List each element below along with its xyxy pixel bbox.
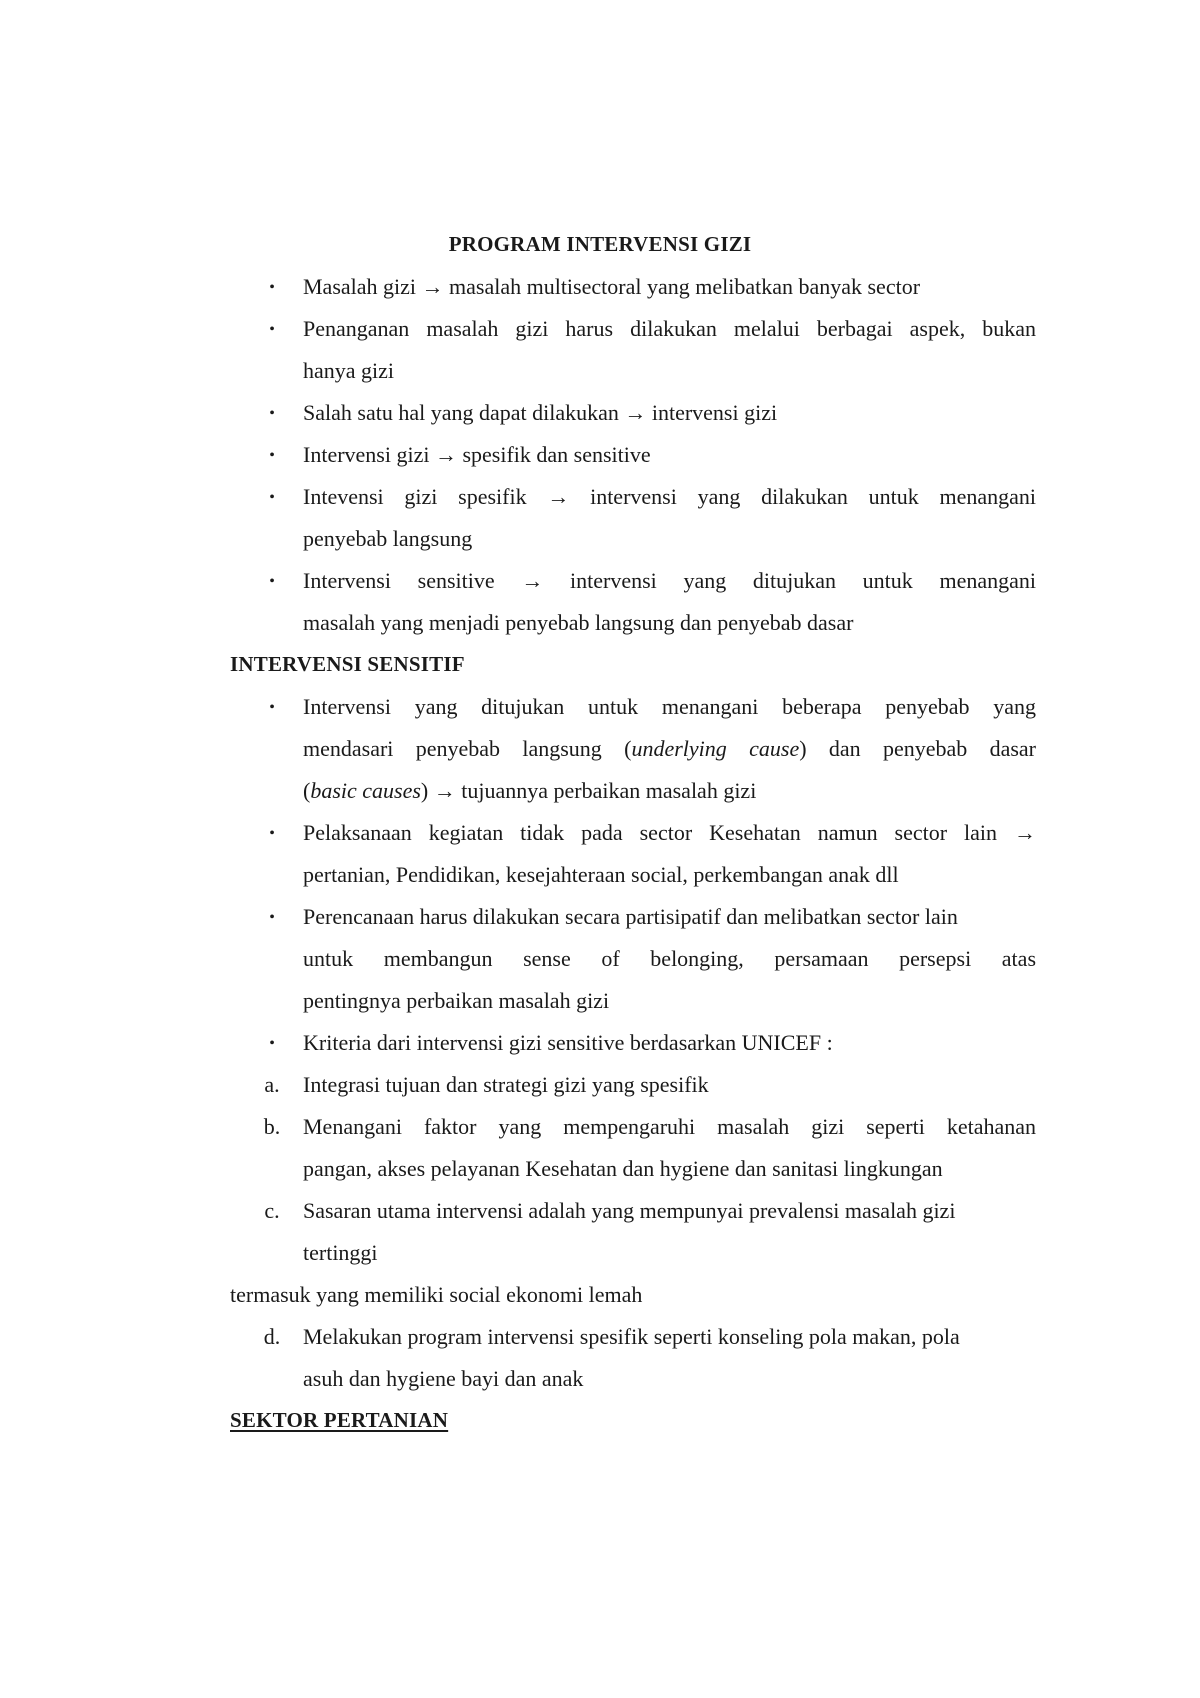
bullet-marker: •: [269, 1035, 275, 1052]
bullet-text: Pelaksanaan kegiatan tidak pada sector Kesehatan namun sector lain →: [303, 820, 1036, 845]
bullet-text-continuation: (basic causes) → tujuannya perbaikan masalah gizi: [303, 778, 757, 803]
bullet-text-continuation: penyebab langsung: [303, 526, 473, 551]
bullet-marker: •: [269, 909, 275, 926]
bullet-text-continuation: masalah yang menjadi penyebab langsung dan penyebab dasar: [303, 610, 854, 635]
list-marker-b: b.: [263, 1114, 281, 1139]
list-item-c: Sasaran utama intervensi adalah yang mempunyai prevalensi masalah gizi: [303, 1198, 956, 1223]
bullet-text: Penanganan masalah gizi harus dilakukan melalui berbagai aspek, bukan: [303, 316, 1036, 341]
bullet-text: Salah satu hal yang dapat dilakukan → intervensi gizi: [303, 400, 778, 425]
list-item-b: Menangani faktor yang mempengaruhi masalah gizi seperti ketahanan: [303, 1114, 1036, 1139]
italic-term: basic causes: [310, 778, 421, 803]
list-item-a: Integrasi tujuan dan strategi gizi yang spesifik: [303, 1072, 709, 1097]
section-heading-sektor-pertanian: SEKTOR PERTANIAN: [230, 1408, 449, 1432]
bullet-text-continuation: pertanian, Pendidikan, kesejahteraan social, perkembangan anak dll: [303, 862, 899, 887]
bullet-text: Intervensi gizi → spesifik dan sensitive: [303, 442, 651, 467]
section-heading-intervensi-sensitif: INTERVENSI SENSITIF: [230, 652, 465, 676]
italic-term: underlying cause: [631, 736, 800, 761]
bullet-text-continuation: hanya gizi: [303, 358, 395, 383]
list-item-b-continuation: pangan, akses pelayanan Kesehatan dan hygiene dan sanitasi lingkungan: [303, 1156, 943, 1181]
document-title: PROGRAM INTERVENSI GIZI: [448, 232, 752, 256]
bullet-text: Intervensi sensitive → intervensi yang ditujukan untuk menangani: [303, 568, 1036, 593]
bullet-text-continuation: pentingnya perbaikan masalah gizi: [303, 988, 610, 1013]
list-item-d: Melakukan program intervensi spesifik seperti konseling pola makan, pola: [303, 1324, 960, 1349]
bullet-text: Perencanaan harus dilakukan secara partisipatif dan melibatkan sector lain: [303, 904, 958, 929]
bullet-text-continuation: mendasari penyebab langsung (underlying cause) dan penyebab dasar: [303, 736, 1037, 761]
bullet-marker: •: [269, 279, 275, 296]
bullet-text: Kriteria dari intervensi gizi sensitive berdasarkan UNICEF :: [303, 1030, 833, 1055]
bullet-text: Masalah gizi → masalah multisectoral yang melibatkan banyak sector: [303, 274, 921, 299]
bullet-marker: •: [269, 321, 275, 338]
bullet-marker: •: [269, 825, 275, 842]
list-marker-d: d.: [263, 1324, 281, 1349]
bullet-marker: •: [269, 405, 275, 422]
bullet-text: Intevensi gizi spesifik → intervensi yang dilakukan untuk menangani: [303, 484, 1036, 509]
list-marker-a: a.: [264, 1072, 280, 1097]
bullet-marker: •: [269, 447, 275, 464]
bullet-marker: •: [269, 489, 275, 506]
bullet-text: Intervensi yang ditujukan untuk menangani beberapa penyebab yang: [303, 694, 1036, 719]
list-marker-c: c.: [264, 1198, 280, 1223]
list-item-c-continuation: tertinggi: [303, 1240, 378, 1265]
list-item-d-continuation: asuh dan hygiene bayi dan anak: [303, 1366, 584, 1391]
bullet-text-continuation: untuk membangun sense of belonging, persamaan persepsi atas: [303, 946, 1036, 971]
bullet-marker: •: [269, 699, 275, 716]
bullet-marker: •: [269, 573, 275, 590]
outdented-line: termasuk yang memiliki social ekonomi lemah: [230, 1282, 643, 1307]
